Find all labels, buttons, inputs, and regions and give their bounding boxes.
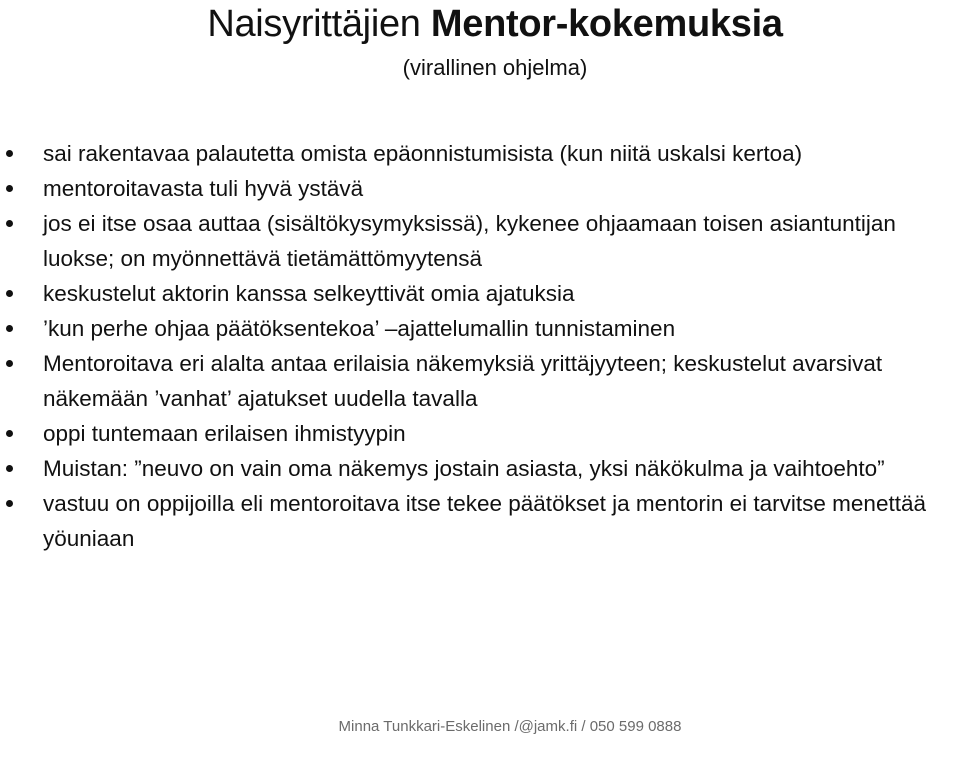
slide-subtitle: (virallinen ohjelma) bbox=[402, 55, 588, 80]
bullet-text: jos ei itse osaa auttaa (sisältökysymyksissä), kykenee ohjaamaan toisen asiantuntijan luokse; on myönnettävä tietämättömyytensä bbox=[43, 211, 896, 271]
bullet-text: ’kun perhe ohjaa päätöksentekoa’ –ajattelumallin tunnistaminen bbox=[43, 316, 676, 341]
bullet-dot-icon bbox=[6, 290, 13, 297]
bullet-text: oppi tuntemaan erilaisen ihmistyypin bbox=[43, 421, 406, 446]
bullet-text: Muistan: ”neuvo on vain oma näkemys jostain asiasta, yksi näkökulma ja vaihtoehto” bbox=[43, 456, 885, 481]
bullet-dot-icon bbox=[6, 325, 13, 332]
bullet-item bbox=[0, 451, 960, 486]
bullet-text: keskustelut aktorin kanssa selkeyttivät omia ajatuksia bbox=[43, 281, 575, 306]
bullet-list bbox=[0, 136, 960, 556]
bullet-text: sai rakentavaa palautetta omista epäonnistumisista (kun niitä uskalsi kertoa) bbox=[43, 141, 803, 166]
bullet-dot-icon bbox=[6, 430, 13, 437]
bullet-dot-icon bbox=[6, 185, 13, 192]
slide-title bbox=[0, 2, 960, 46]
bullet-dot-icon bbox=[6, 465, 13, 472]
bullet-text: Mentoroitava eri alalta antaa erilaisia näkemyksiä yrittäjyyteen; keskustelut avarsivat näkemään ’vanhat’ ajatukset uudella tavalla bbox=[43, 351, 883, 411]
bullet-item bbox=[0, 311, 960, 346]
bullet-text: vastuu on oppijoilla eli mentoroitava itse tekee päätökset ja mentorin ei tarvitse menettää yöuniaan bbox=[43, 491, 926, 551]
bullet-item bbox=[0, 171, 960, 206]
slide-title-bold: Mentor-kokemuksia bbox=[430, 3, 783, 45]
bullet-dot-icon bbox=[6, 150, 13, 157]
bullet-item bbox=[0, 346, 960, 416]
slide-title-normal: Naisyrittäjien bbox=[207, 3, 431, 45]
slide-footer: Minna Tunkkari-Eskelinen /@jamk.fi / 050 599 0888 bbox=[338, 718, 682, 735]
bullet-item bbox=[0, 206, 960, 276]
bullet-dot-icon bbox=[6, 220, 13, 227]
bullet-item bbox=[0, 276, 960, 311]
bullet-text: mentoroitavasta tuli hyvä ystävä bbox=[43, 176, 364, 201]
bullet-item bbox=[0, 136, 960, 171]
bullet-item bbox=[0, 416, 960, 451]
bullet-dot-icon bbox=[6, 360, 13, 367]
bullet-dot-icon bbox=[6, 500, 13, 507]
bullet-item bbox=[0, 486, 960, 556]
